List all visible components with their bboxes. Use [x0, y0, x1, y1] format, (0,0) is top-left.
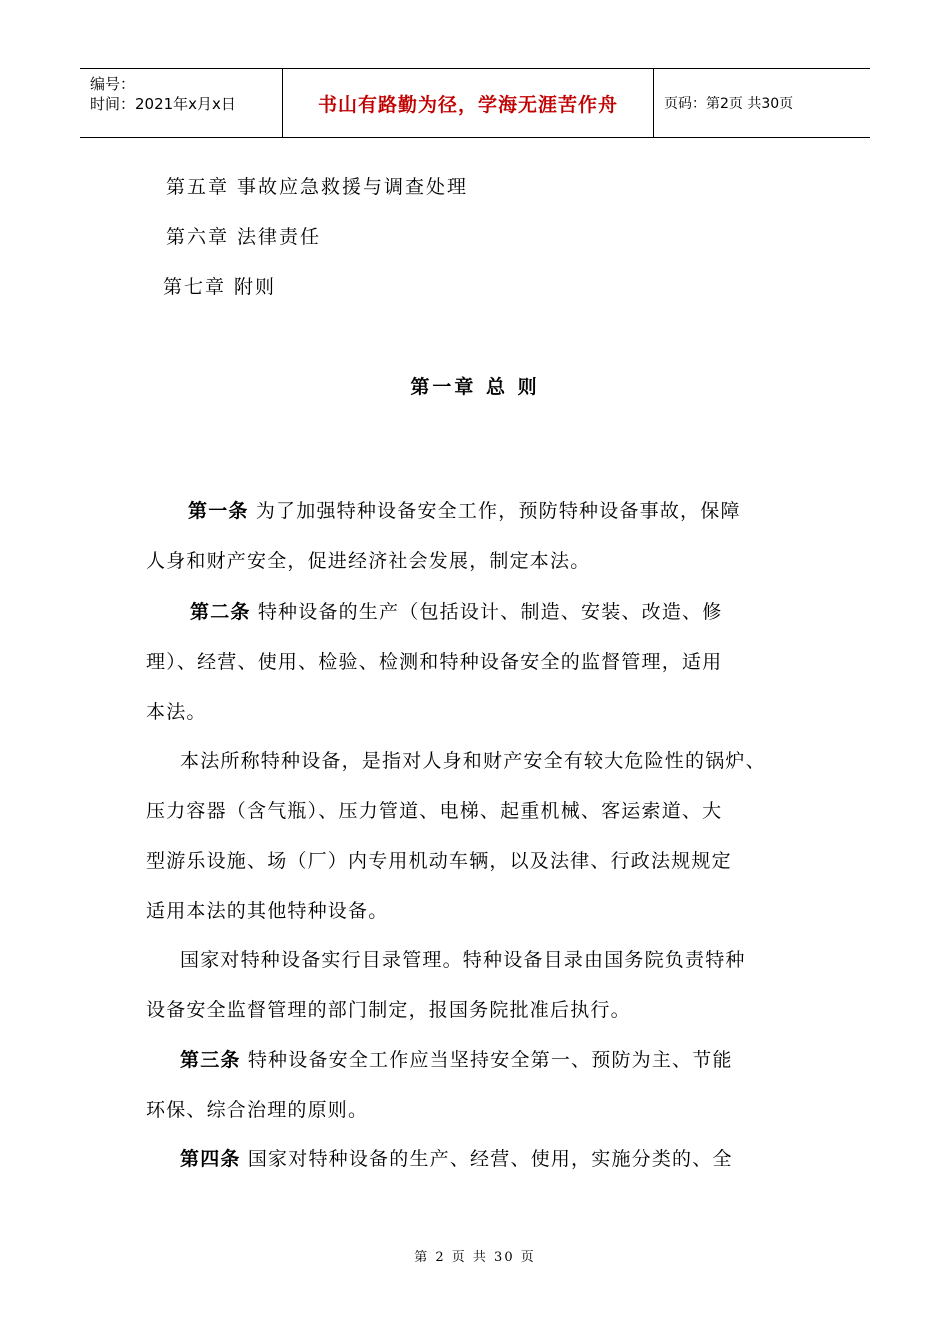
article-line — [190, 597, 722, 624]
article-line — [180, 945, 746, 972]
article-number: 第三条 — [180, 1049, 241, 1071]
document-date-label: 时间：2021年x月x日 — [90, 95, 236, 113]
article-text: 人身和财产安全，促进经济社会发展，制定本法。 — [146, 550, 591, 572]
page-header — [80, 68, 870, 138]
article-text: 特种设备的生产（包括设计、制造、安装、改造、修 — [250, 601, 723, 623]
article-line — [146, 995, 631, 1022]
article-text: 型游乐设施、场（厂）内专用机动车辆，以及法律、行政法规规定 — [146, 850, 732, 872]
header-motto-cell — [282, 69, 654, 137]
article-text: 理）、经营、使用、检验、检测和特种设备安全的监督管理，适用 — [146, 651, 723, 673]
article-text: 为了加强特种设备安全工作，预防特种设备事故，保障 — [248, 500, 741, 522]
header-motto: 书山有路勤为径，学海无涯苦作舟 — [317, 93, 618, 116]
header-page-info: 页码：第2页 共30页 — [664, 96, 794, 112]
toc-item: 第七章 附则 — [163, 276, 277, 298]
article-line — [146, 846, 732, 873]
toc-item: 第六章 法律责任 — [166, 226, 322, 248]
document-number-label: 编号： — [90, 75, 136, 93]
header-left-cell — [80, 69, 280, 137]
page-footer: 第 2 页 共 30 页 — [414, 1250, 536, 1265]
article-text: 国家对特种设备的生产、经营、使用，实施分类的、全 — [240, 1148, 733, 1170]
article-line — [146, 546, 590, 573]
article-text: 设备安全监督管理的部门制定，报国务院批准后执行。 — [146, 999, 631, 1021]
article-line — [146, 1095, 368, 1122]
article-line — [146, 697, 207, 724]
article-text: 本法所称特种设备，是指对人身和财产安全有较大危险性的锅炉、 — [180, 750, 766, 772]
article-text: 环保、综合治理的原则。 — [146, 1099, 369, 1121]
article-line — [180, 1045, 733, 1072]
article-line — [188, 496, 741, 523]
chapter-title: 第一章 总 则 — [410, 376, 540, 398]
article-text: 适用本法的其他特种设备。 — [146, 900, 389, 922]
toc-item: 第五章 事故应急救援与调查处理 — [166, 176, 469, 198]
article-line — [180, 746, 766, 773]
article-line — [146, 796, 722, 823]
article-line — [146, 896, 388, 923]
article-text: 国家对特种设备实行目录管理。特种设备目录由国务院负责特种 — [180, 949, 746, 971]
header-page-cell — [654, 69, 880, 137]
article-number: 第四条 — [180, 1148, 241, 1170]
article-number: 第一条 — [188, 500, 249, 522]
article-text: 特种设备安全工作应当坚持安全第一、预防为主、节能 — [240, 1049, 733, 1071]
article-line — [180, 1144, 733, 1171]
article-text: 本法。 — [146, 701, 207, 723]
article-line — [146, 647, 722, 674]
article-text: 压力容器（含气瓶）、压力管道、电梯、起重机械、客运索道、大 — [146, 800, 723, 822]
article-number: 第二条 — [190, 601, 251, 623]
